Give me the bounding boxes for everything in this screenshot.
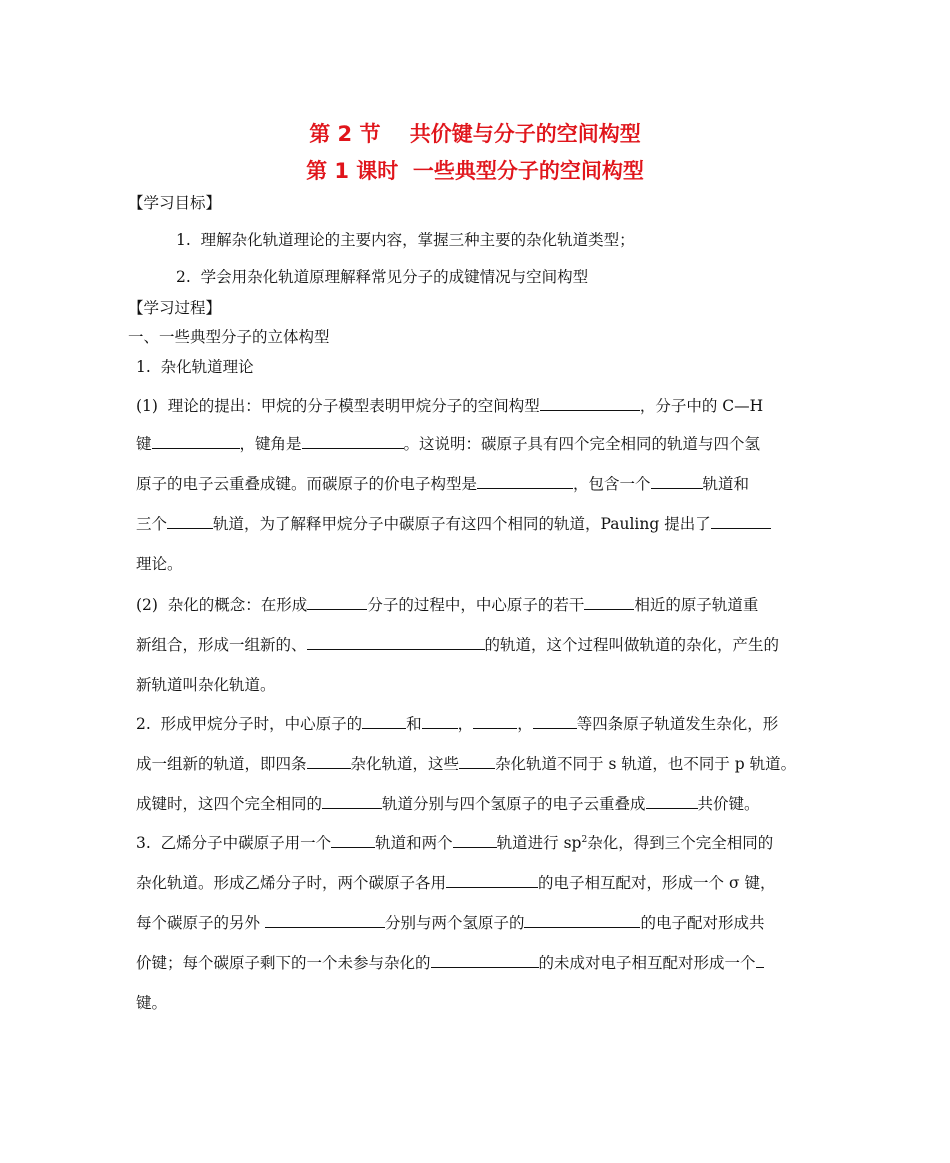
fill-blank[interactable] bbox=[446, 873, 538, 888]
paragraph-line: (2) 杂化的概念：在形成 分子的过程中，中心原子的若干 相近的原子轨道重 bbox=[136, 596, 759, 614]
goal-item-2: 2. 学会用杂化轨道原理解释常见分子的成键情况与空间构型 bbox=[176, 268, 589, 286]
fill-blank[interactable] bbox=[646, 794, 698, 809]
fill-blank[interactable] bbox=[322, 794, 382, 809]
fill-blank[interactable] bbox=[756, 953, 764, 968]
paragraph-line: 原子的电子云重叠成键。而碳原子的价电子构型是 ，包含一个 轨道和 bbox=[136, 475, 750, 493]
paragraph-line: 杂化轨道。形成乙烯分子时，两个碳原子各用 的电子相互配对，形成一个 σ 键， bbox=[136, 874, 776, 892]
fill-blank[interactable] bbox=[540, 396, 640, 411]
fill-blank[interactable] bbox=[422, 714, 458, 729]
fill-blank[interactable] bbox=[459, 754, 495, 769]
fill-blank[interactable] bbox=[453, 833, 497, 848]
fill-blank[interactable] bbox=[302, 434, 404, 449]
fill-blank[interactable] bbox=[477, 474, 573, 489]
fill-blank[interactable] bbox=[533, 714, 577, 729]
fill-blank[interactable] bbox=[307, 595, 367, 610]
paragraph-line: 价键；每个碳原子剩下的一个未参与杂化的 的未成对电子相互配对形成一个 bbox=[136, 953, 764, 973]
subsection-heading: 1. 杂化轨道理论 bbox=[136, 358, 254, 376]
fill-blank[interactable] bbox=[473, 714, 517, 729]
section-title: 第 2 节 共价键与分子的空间构型 bbox=[309, 122, 641, 146]
paragraph-line: 理论。 bbox=[136, 555, 183, 573]
fill-blank[interactable] bbox=[265, 913, 385, 928]
paragraph-line: 成键时，这四个完全相同的 轨道分别与四个氢原子的电子云重叠成 共价键。 bbox=[136, 795, 760, 813]
paragraph-line: 三个 轨道，为了解释甲烷分子中碳原子有这四个相同的轨道，Pauling 提出了 bbox=[136, 514, 771, 534]
fill-blank[interactable] bbox=[524, 913, 640, 928]
fill-blank[interactable] bbox=[651, 474, 703, 489]
paragraph-line: 成一组新的轨道，即四条 杂化轨道，这些 杂化轨道不同于 s 轨道，也不同于 p 轨道。 bbox=[136, 755, 797, 773]
fill-blank[interactable] bbox=[167, 514, 213, 529]
fill-blank[interactable] bbox=[152, 434, 240, 449]
goal-item-1: 1. 理解杂化轨道理论的主要内容，掌握三种主要的杂化轨道类型； bbox=[176, 231, 635, 249]
fill-blank[interactable] bbox=[331, 833, 375, 848]
paragraph-line: 每个碳原子的另外 分别与两个氢原子的 的电子配对形成共 bbox=[136, 914, 765, 932]
fill-blank[interactable] bbox=[711, 514, 771, 529]
process-heading: 【学习过程】 bbox=[128, 299, 222, 317]
lesson-title: 第 1 课时 一些典型分子的空间构型 bbox=[306, 159, 644, 183]
fill-blank[interactable] bbox=[307, 754, 351, 769]
fill-blank[interactable] bbox=[584, 595, 634, 610]
paragraph-line: 新轨道叫杂化轨道。 bbox=[136, 676, 276, 694]
fill-blank[interactable] bbox=[431, 953, 539, 968]
paragraph-line: (1) 理论的提出：甲烷的分子模型表明甲烷分子的空间构型 ，分子中的 C—H bbox=[136, 397, 764, 415]
paragraph-line: 2. 形成甲烷分子时，中心原子的 和 ， ， 等四条原子轨道发生杂化，形 bbox=[136, 715, 779, 733]
paragraph-line: 3. 乙烯分子中碳原子用一个 轨道和两个 轨道进行 $sp^2$杂化，得到三个完全相同的 bbox=[136, 834, 774, 852]
paragraph-line: 键 ，键角是 。这说明：碳原子具有四个完全相同的轨道与四个氢 bbox=[136, 435, 761, 453]
section-heading: 一、一些典型分子的立体构型 bbox=[128, 328, 330, 346]
goals-heading: 【学习目标】 bbox=[128, 194, 222, 212]
fill-blank[interactable] bbox=[362, 714, 406, 729]
paragraph-line: 新组合，形成一组新的、 的轨道，这个过程叫做轨道的杂化，产生的 bbox=[136, 636, 780, 654]
fill-blank[interactable] bbox=[307, 635, 485, 650]
paragraph-line: 键。 bbox=[136, 994, 168, 1012]
